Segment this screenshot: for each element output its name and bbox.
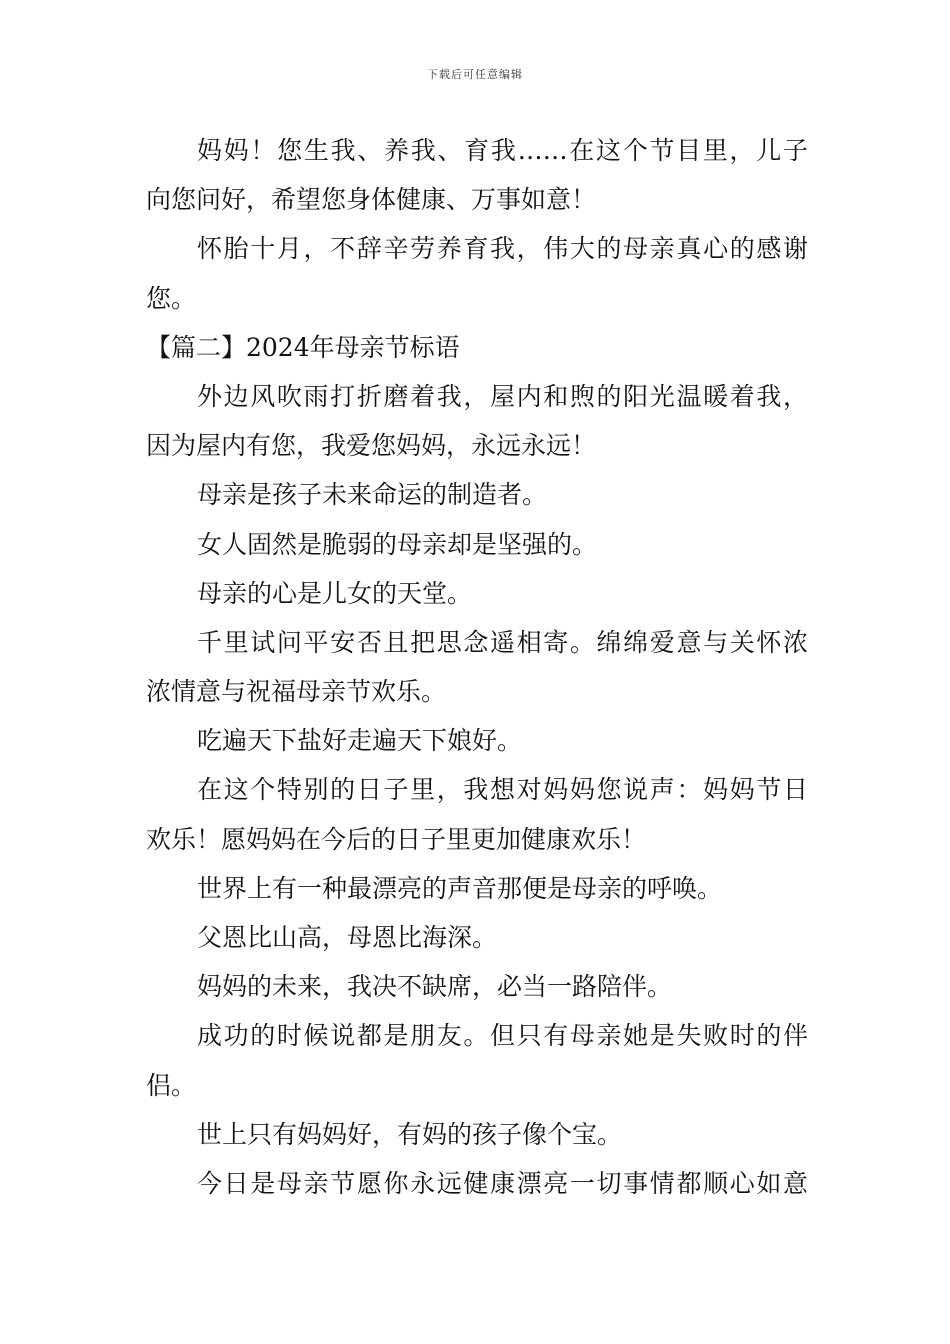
text-line: 您。 xyxy=(146,283,197,313)
text-line: 外边风吹雨打折磨着我，屋内和煦的阳光温暖着我， xyxy=(197,381,808,411)
page-header: 下载后可任意编辑 xyxy=(427,68,523,81)
text-line: 世界上有一种最漂亮的声音那便是母亲的呼唤。 xyxy=(197,873,723,903)
text-line: 怀胎十月，不辞辛劳养育我，伟大的母亲真心的感谢 xyxy=(197,234,808,264)
text-line: 母亲的心是儿女的天堂。 xyxy=(197,578,473,608)
section-heading: 【篇二】2024年母亲节标语 xyxy=(146,332,460,362)
text-line: 欢乐！愿妈妈在今后的日子里更加健康欢乐！ xyxy=(146,824,647,854)
text-line: 世上只有妈妈好，有妈的孩子像个宝。 xyxy=(197,1119,623,1149)
text-line: 成功的时候说都是朋友。但只有母亲她是失败时的伴 xyxy=(197,1021,808,1051)
text-line: 妈妈的未来，我决不缺席，必当一路陪伴。 xyxy=(197,972,673,1002)
text-line: 妈妈！您生我、养我、育我……在这个节目里，儿子 xyxy=(197,136,808,165)
text-line: 母亲是孩子未来命运的制造者。 xyxy=(197,480,548,510)
text-line: 向您问好，希望您身体健康、万事如意！ xyxy=(146,185,597,215)
text-line: 女人固然是脆弱的母亲却是坚强的。 xyxy=(197,529,598,559)
text-line: 浓情意与祝福母亲节欢乐。 xyxy=(146,677,447,707)
text-line: 吃遍天下盐好走遍天下娘好。 xyxy=(197,726,523,756)
text-line: 侣。 xyxy=(146,1070,197,1100)
text-line: 在这个特别的日子里，我想对妈妈您说声：妈妈节日 xyxy=(197,775,808,805)
text-line: 千里试问平安否且把思念遥相寄。绵绵爱意与关怀浓 xyxy=(197,627,808,657)
document-body xyxy=(146,126,808,1208)
text-line: 父恩比山高，母恩比海深。 xyxy=(197,923,498,952)
text-line: 今日是母亲节愿你永远健康漂亮一切事情都顺心如意 xyxy=(197,1168,808,1198)
text-line: 因为屋内有您，我爱您妈妈，永远永远！ xyxy=(146,431,597,461)
